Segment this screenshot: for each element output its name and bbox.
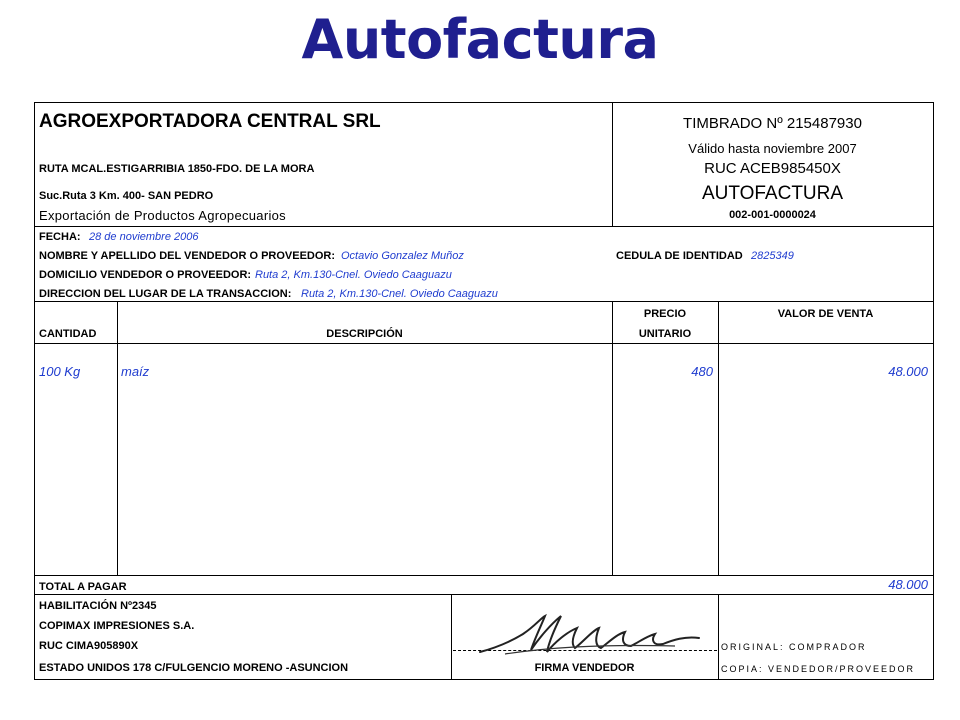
company-activity: Exportación de Productos Agropecuarios <box>39 208 286 223</box>
col-descripcion-header: DESCRIPCIÓN <box>326 328 403 340</box>
col-precio-header-2: UNITARIO <box>638 328 692 340</box>
printer-name: COPIMAX IMPRESIONES S.A. <box>39 620 195 632</box>
timbrado-number: TIMBRADO Nº 215487930 <box>683 115 862 132</box>
total-label: TOTAL A PAGAR <box>39 581 127 593</box>
domicilio-value: Ruta 2, Km.130-Cnel. Oviedo Caaguazu <box>255 269 452 281</box>
habilitacion-number: HABILITACIÓN Nº2345 <box>39 600 157 612</box>
nombre-value: Octavio Gonzalez Muñoz <box>341 250 464 262</box>
cedula-label: CEDULA DE IDENTIDAD <box>616 250 743 262</box>
descripcion-column-divider <box>612 301 613 575</box>
direccion-label: DIRECCION DEL LUGAR DE LA TRANSACCION: <box>39 288 292 300</box>
item-cantidad: 100 Kg <box>39 364 81 379</box>
company-name: AGROEXPORTADORA CENTRAL SRL <box>39 111 381 132</box>
copia-label: COPIA: VENDEDOR/PROVEEDOR <box>721 664 916 674</box>
page-title: Autofactura <box>301 8 659 71</box>
printer-address: ESTADO UNIDOS 178 C/FULGENCIO MORENO -ASUNCION <box>39 662 349 674</box>
firma-vendedor-label: FIRMA VENDEDOR <box>534 662 635 674</box>
printer-ruc: RUC CIMA905890X <box>39 640 139 652</box>
direccion-value: Ruta 2, Km.130-Cnel. Oviedo Caaguazu <box>301 288 498 300</box>
original-copy-label: ORIGINAL: COMPRADOR <box>721 642 867 652</box>
cantidad-column-divider <box>117 301 118 575</box>
col-valor-header: VALOR DE VENTA <box>777 308 874 320</box>
nombre-label: NOMBRE Y APELLIDO DEL VENDEDOR O PROVEEDOR: <box>39 250 336 262</box>
fecha-label: FECHA: <box>39 231 81 243</box>
total-value: 48.000 <box>888 577 928 592</box>
issuer-ruc: RUC ACEB985450X <box>704 160 841 177</box>
document-number: 002-001-0000024 <box>729 209 816 221</box>
header-divider <box>35 226 933 227</box>
col-cantidad-header: CANTIDAD <box>39 328 97 340</box>
domicilio-label: DOMICILIO VENDEDOR O PROVEEDOR: <box>39 269 252 281</box>
column-header-divider <box>35 343 933 344</box>
col-precio-header-1: PRECIO <box>643 308 687 320</box>
item-descripcion: maíz <box>121 364 150 379</box>
invoice-form <box>34 102 934 680</box>
item-precio: 480 <box>691 364 713 379</box>
valid-until: Válido hasta noviembre 2007 <box>688 141 857 156</box>
branch-address: Suc.Ruta 3 Km. 400- SAN PEDRO <box>39 190 214 202</box>
footer-right-divider <box>718 594 719 679</box>
precio-column-divider <box>718 301 719 575</box>
cedula-value: 2825349 <box>751 250 794 262</box>
fecha-value: 28 de noviembre 2006 <box>89 231 199 243</box>
info-divider <box>35 301 933 302</box>
company-address: RUTA MCAL.ESTIGARRIBIA 1850-FDO. DE LA MORA <box>39 163 315 175</box>
vendor-signature <box>475 608 705 658</box>
items-bottom-divider <box>35 575 933 576</box>
item-valor: 48.000 <box>888 364 928 379</box>
total-divider <box>35 594 933 595</box>
document-type: AUTOFACTURA <box>701 183 844 204</box>
